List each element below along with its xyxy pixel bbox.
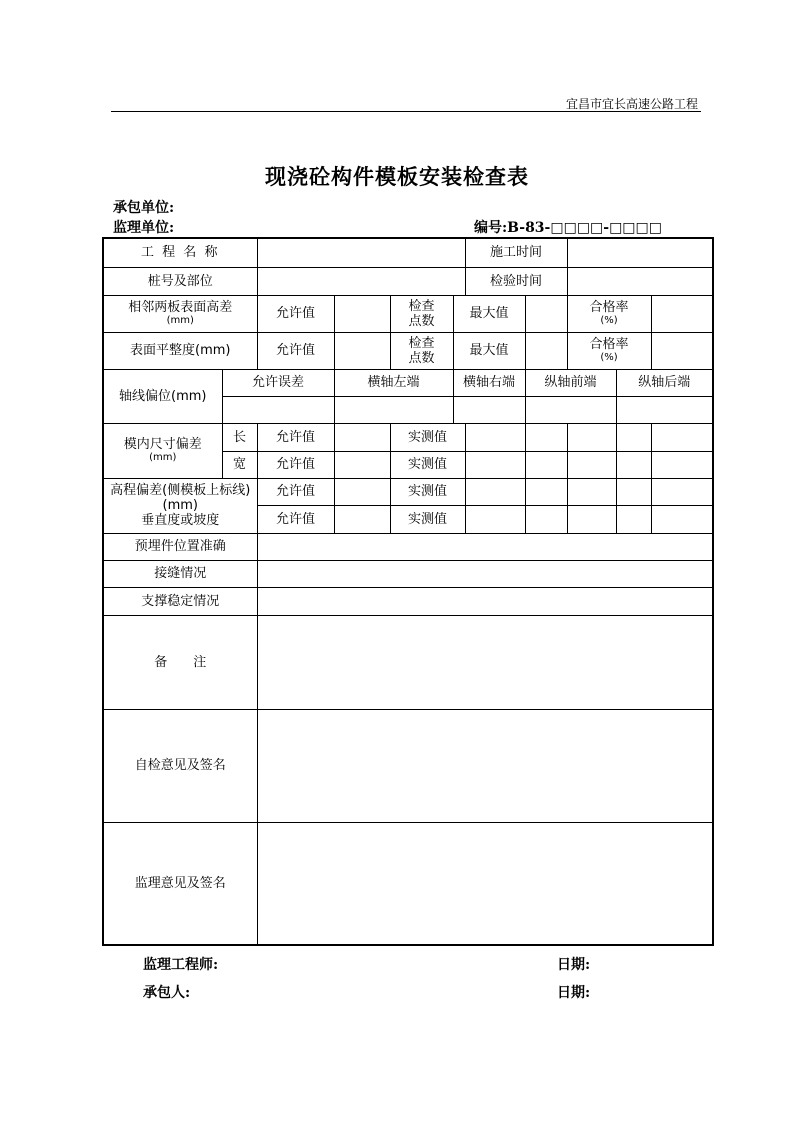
row-project — [103, 238, 713, 267]
vertical-m5[interactable] — [651, 505, 713, 533]
inner-length-m4[interactable] — [616, 423, 651, 451]
inner-width-m1[interactable] — [465, 451, 525, 478]
axis-h-left-label: 横轴左端 — [334, 369, 453, 396]
adjacent-max-value[interactable] — [525, 295, 567, 332]
inner-length-allowed-value[interactable] — [334, 423, 390, 451]
flatness-points-label-1: 检查 — [408, 335, 435, 351]
axis-v-front-value[interactable] — [525, 396, 616, 423]
remarks-label: 备 注 — [103, 615, 257, 709]
inspection-time-value[interactable] — [567, 267, 713, 295]
elevation-m3[interactable] — [567, 478, 616, 505]
adjacent-allowed-value[interactable] — [334, 295, 390, 332]
joint-label: 接缝情况 — [103, 560, 257, 587]
project-name-label: 工 程 名 称 — [103, 238, 257, 267]
flatness-max-label: 最大值 — [453, 332, 525, 369]
project-name-value[interactable] — [257, 238, 465, 267]
construction-time-label: 施工时间 — [465, 238, 567, 267]
row-inner-length — [103, 423, 713, 451]
axis-h-left-value[interactable] — [334, 396, 453, 423]
adjacent-pass-pct: (%) — [600, 315, 618, 326]
elevation-m5[interactable] — [651, 478, 713, 505]
self-check-label: 自检意见及签名 — [103, 709, 257, 822]
inner-length-m1[interactable] — [465, 423, 525, 451]
inner-size-label — [103, 423, 222, 478]
adjacent-max-label: 最大值 — [453, 295, 525, 332]
elevation-label: 高程偏差(侧模板上标线)(mm) — [110, 483, 251, 513]
adjacent-unit: (mm) — [166, 315, 194, 326]
construction-time-value[interactable] — [567, 238, 713, 267]
row-elevation — [103, 478, 713, 505]
supervision-value[interactable] — [257, 822, 713, 945]
remarks-value[interactable] — [257, 615, 713, 709]
date-label-1: 日期: — [557, 957, 591, 973]
elevation-vertical-label — [103, 478, 257, 533]
flatness-points-label — [390, 332, 453, 369]
vertical-allowed-label: 允许值 — [257, 505, 334, 533]
flatness-label: 表面平整度(mm) — [103, 332, 257, 369]
row-embedded — [103, 533, 713, 560]
row-remarks — [103, 615, 713, 709]
inner-width-m3[interactable] — [567, 451, 616, 478]
inner-length-measured-label: 实测值 — [390, 423, 465, 451]
axis-allowed-error-label: 允许误差 — [222, 369, 334, 396]
axis-h-right-value[interactable] — [453, 396, 525, 423]
joint-value[interactable] — [257, 560, 713, 587]
contractor-unit-label: 承包单位: — [113, 200, 175, 216]
inner-length-m3[interactable] — [567, 423, 616, 451]
adjacent-pass-label — [567, 295, 651, 332]
elevation-measured-label: 实测值 — [390, 478, 465, 505]
adjacent-pass-value[interactable] — [651, 295, 713, 332]
supervision-label: 监理意见及签名 — [103, 822, 257, 945]
flatness-max-value[interactable] — [525, 332, 567, 369]
row-self-check — [103, 709, 713, 822]
adjacent-points-label-1: 检查 — [408, 298, 435, 314]
row-adjacent — [103, 295, 713, 332]
elevation-m1[interactable] — [465, 478, 525, 505]
date-label-2: 日期: — [557, 985, 591, 1001]
inner-size-label-text: 模内尺寸偏差 — [123, 437, 202, 452]
vertical-m4[interactable] — [616, 505, 651, 533]
header-rule — [111, 111, 701, 112]
form-code: 编号:B-83-□□□□-□□□□ — [474, 220, 662, 236]
elevation-allowed-label: 允许值 — [257, 478, 334, 505]
inner-length-label: 长 — [222, 423, 257, 451]
axis-offset-label: 轴线偏位(mm) — [103, 369, 222, 423]
axis-allowed-error-value[interactable] — [222, 396, 334, 423]
vertical-m1[interactable] — [465, 505, 525, 533]
support-value[interactable] — [257, 587, 713, 615]
inner-length-allowed-label: 允许值 — [257, 423, 334, 451]
flatness-pass-label — [567, 332, 651, 369]
axis-v-back-label: 纵轴后端 — [616, 369, 713, 396]
vertical-m3[interactable] — [567, 505, 616, 533]
vertical-m2[interactable] — [525, 505, 567, 533]
flatness-pass-label-text: 合格率 — [589, 337, 629, 352]
elevation-m2[interactable] — [525, 478, 567, 505]
station-value[interactable] — [257, 267, 465, 295]
adjacent-pass-label-text: 合格率 — [589, 300, 629, 315]
vertical-allowed-value[interactable] — [334, 505, 390, 533]
axis-v-back-value[interactable] — [616, 396, 713, 423]
vertical-label: 垂直度或坡度 — [141, 513, 220, 528]
axis-v-front-label: 纵轴前端 — [525, 369, 616, 396]
adjacent-label — [103, 295, 257, 332]
embedded-label: 预埋件位置准确 — [103, 533, 257, 560]
project-header: 宜昌市宜长高速公路工程 — [565, 97, 698, 111]
adjacent-allowed-label: 允许值 — [257, 295, 334, 332]
flatness-pass-pct: (%) — [600, 352, 618, 363]
row-supervision — [103, 822, 713, 945]
row-axis-header — [103, 369, 713, 396]
inner-size-unit: (mm) — [149, 452, 177, 463]
elevation-m4[interactable] — [616, 478, 651, 505]
adjacent-points-label — [390, 295, 453, 332]
inner-width-measured-label: 实测值 — [390, 451, 465, 478]
inner-width-label: 宽 — [222, 451, 257, 478]
inner-width-allowed-value[interactable] — [334, 451, 390, 478]
self-check-value[interactable] — [257, 709, 713, 822]
contractor-person-label: 承包人: — [143, 985, 191, 1001]
inner-width-allowed-label: 允许值 — [257, 451, 334, 478]
adjacent-label-text: 相邻两板表面高差 — [128, 300, 233, 315]
flatness-points-label-2: 点数 — [408, 350, 435, 366]
embedded-value[interactable] — [257, 533, 713, 560]
flatness-pass-value[interactable] — [651, 332, 713, 369]
inner-width-m2[interactable] — [525, 451, 567, 478]
station-label: 桩号及部位 — [103, 267, 257, 295]
inner-width-m4[interactable] — [616, 451, 651, 478]
inner-length-m5[interactable] — [651, 423, 713, 451]
inspection-form-table — [102, 237, 714, 946]
row-flatness — [103, 332, 713, 369]
flatness-allowed-value[interactable] — [334, 332, 390, 369]
inspection-time-label: 检验时间 — [465, 267, 567, 295]
inner-length-m2[interactable] — [525, 423, 567, 451]
engineer-label: 监理工程师: — [143, 957, 219, 973]
row-station — [103, 267, 713, 295]
elevation-allowed-value[interactable] — [334, 478, 390, 505]
supervisor-unit-label: 监理单位: — [113, 220, 175, 236]
row-support — [103, 587, 713, 615]
row-joint — [103, 560, 713, 587]
inner-width-m5[interactable] — [651, 451, 713, 478]
vertical-measured-label: 实测值 — [390, 505, 465, 533]
page-title: 现浇砼构件模板安装检查表 — [265, 164, 529, 189]
support-label: 支撑稳定情况 — [103, 587, 257, 615]
axis-h-right-label: 横轴右端 — [453, 369, 525, 396]
flatness-allowed-label: 允许值 — [257, 332, 334, 369]
adjacent-points-label-2: 点数 — [408, 313, 435, 329]
